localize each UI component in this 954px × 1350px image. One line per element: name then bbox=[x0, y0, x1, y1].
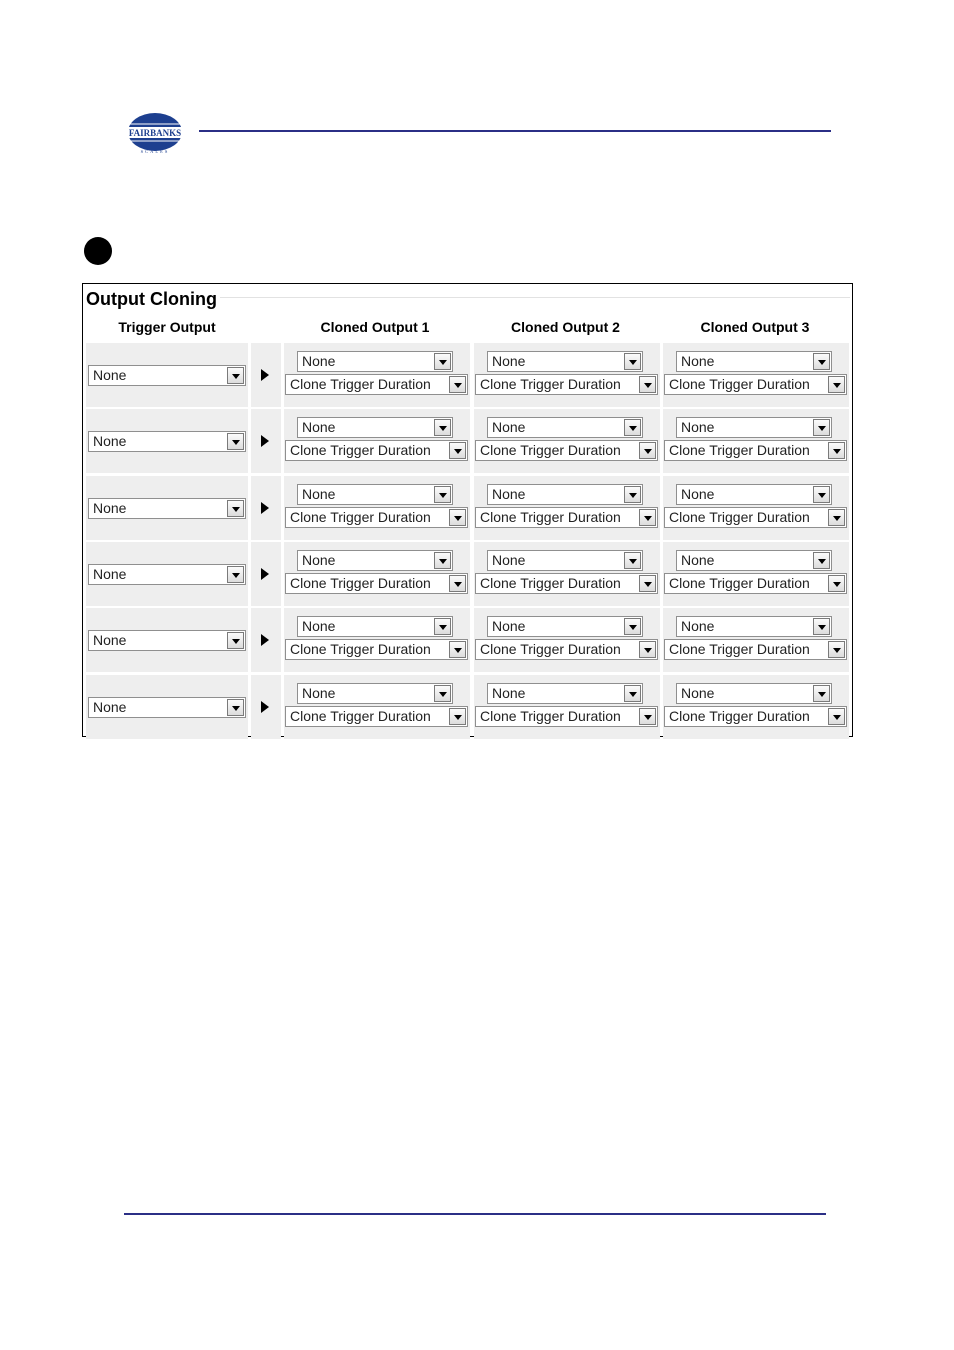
cloned-output-select-value: None bbox=[681, 486, 715, 502]
cloned-output-select-value: None bbox=[492, 618, 526, 634]
chevron-down-icon[interactable] bbox=[639, 509, 656, 526]
chevron-down-icon[interactable] bbox=[624, 419, 641, 436]
clone-duration-select-value: Clone Trigger Duration bbox=[480, 641, 621, 657]
cloned-output-select[interactable] bbox=[487, 351, 643, 372]
cloned-output-cell-2 bbox=[474, 608, 660, 672]
arrow-cell bbox=[251, 476, 281, 540]
cloned-output-cell-1 bbox=[284, 409, 470, 473]
cloned-output-select-value: None bbox=[681, 618, 715, 634]
clone-duration-select[interactable] bbox=[475, 639, 658, 660]
clone-duration-select-value: Clone Trigger Duration bbox=[480, 442, 621, 458]
cloned-output-cell-2 bbox=[474, 343, 660, 407]
cloned-output-select[interactable] bbox=[297, 683, 453, 704]
cloned-output-cell-1 bbox=[284, 476, 470, 540]
clone-duration-select[interactable] bbox=[664, 706, 847, 727]
chevron-down-icon[interactable] bbox=[828, 575, 845, 592]
chevron-down-icon[interactable] bbox=[449, 442, 466, 459]
chevron-down-icon[interactable] bbox=[813, 419, 830, 436]
clone-row bbox=[86, 476, 851, 540]
cloned-output-select[interactable] bbox=[676, 550, 832, 571]
cloned-output-select-value: None bbox=[492, 552, 526, 568]
cloned-output-select[interactable] bbox=[676, 616, 832, 637]
arrow-right-icon bbox=[261, 502, 269, 514]
chevron-down-icon[interactable] bbox=[828, 442, 845, 459]
chevron-down-icon[interactable] bbox=[434, 353, 451, 370]
chevron-down-icon[interactable] bbox=[813, 486, 830, 503]
clone-duration-select-value: Clone Trigger Duration bbox=[669, 442, 810, 458]
arrow-right-icon bbox=[261, 634, 269, 646]
cloned-output-select[interactable] bbox=[676, 351, 832, 372]
cloned-output-cell-3 bbox=[663, 409, 849, 473]
cloned-output-select[interactable] bbox=[487, 683, 643, 704]
trigger-cell bbox=[86, 608, 248, 672]
footer-rule bbox=[124, 1213, 826, 1215]
clone-duration-select-value: Clone Trigger Duration bbox=[669, 509, 810, 525]
cloned-output-select-value: None bbox=[492, 353, 526, 369]
clone-duration-select[interactable] bbox=[285, 706, 468, 727]
trigger-output-select[interactable] bbox=[88, 697, 246, 718]
clone-duration-select[interactable] bbox=[475, 573, 658, 594]
chevron-down-icon[interactable] bbox=[624, 618, 641, 635]
clone-duration-select-value: Clone Trigger Duration bbox=[290, 641, 431, 657]
cloned-output-cell-3 bbox=[663, 343, 849, 407]
cloned-output-cell-2 bbox=[474, 409, 660, 473]
clone-duration-select[interactable] bbox=[664, 639, 847, 660]
trigger-output-select[interactable] bbox=[88, 365, 246, 386]
panel-title: Output Cloning bbox=[86, 289, 217, 309]
clone-duration-select-value: Clone Trigger Duration bbox=[290, 509, 431, 525]
chevron-down-icon[interactable] bbox=[449, 708, 466, 725]
cloned-output-select-value: None bbox=[492, 419, 526, 435]
cloned-output-select-value: None bbox=[302, 685, 336, 701]
cloned-output-cell-3 bbox=[663, 476, 849, 540]
callout-bullet bbox=[84, 237, 112, 265]
chevron-down-icon[interactable] bbox=[639, 442, 656, 459]
arrow-right-icon bbox=[261, 369, 269, 381]
trigger-output-select[interactable] bbox=[88, 498, 246, 519]
cloned-output-select[interactable] bbox=[297, 351, 453, 372]
cloned-output-select[interactable] bbox=[297, 417, 453, 438]
logo-text: FAIRBANKS bbox=[128, 128, 182, 138]
cloned-output-select-value: None bbox=[302, 419, 336, 435]
header-rule bbox=[199, 130, 831, 132]
chevron-down-icon[interactable] bbox=[624, 552, 641, 569]
chevron-down-icon[interactable] bbox=[639, 641, 656, 658]
clone-duration-select[interactable] bbox=[475, 374, 658, 395]
cloned-output-cell-1 bbox=[284, 675, 470, 739]
chevron-down-icon[interactable] bbox=[828, 708, 845, 725]
chevron-down-icon[interactable] bbox=[434, 618, 451, 635]
header-trigger-output: Trigger Output bbox=[118, 319, 216, 335]
trigger-cell bbox=[86, 675, 248, 739]
cloned-output-select-value: None bbox=[302, 552, 336, 568]
cloned-output-select-value: None bbox=[302, 486, 336, 502]
cloned-output-select[interactable] bbox=[297, 616, 453, 637]
cloned-output-select[interactable] bbox=[676, 484, 832, 505]
fairbanks-logo bbox=[124, 112, 186, 154]
chevron-down-icon[interactable] bbox=[624, 353, 641, 370]
clone-duration-select-value: Clone Trigger Duration bbox=[290, 376, 431, 392]
clone-duration-select[interactable] bbox=[285, 440, 468, 461]
cloned-output-cell-3 bbox=[663, 675, 849, 739]
clone-duration-select[interactable] bbox=[285, 374, 468, 395]
cloned-output-select[interactable] bbox=[676, 683, 832, 704]
chevron-down-icon[interactable] bbox=[624, 685, 641, 702]
trigger-cell bbox=[86, 409, 248, 473]
cloned-output-select[interactable] bbox=[487, 484, 643, 505]
chevron-down-icon[interactable] bbox=[227, 367, 244, 384]
header-cloned-output-3: Cloned Output 3 bbox=[700, 319, 810, 335]
cloned-output-select[interactable] bbox=[487, 417, 643, 438]
chevron-down-icon[interactable] bbox=[227, 632, 244, 649]
cloned-output-cell-3 bbox=[663, 542, 849, 606]
clone-duration-select[interactable] bbox=[475, 507, 658, 528]
clone-duration-select-value: Clone Trigger Duration bbox=[669, 708, 810, 724]
chevron-down-icon[interactable] bbox=[624, 486, 641, 503]
trigger-output-select-value: None bbox=[93, 433, 127, 449]
clone-duration-select[interactable] bbox=[285, 639, 468, 660]
trigger-cell bbox=[86, 343, 248, 407]
cloned-output-cell-2 bbox=[474, 675, 660, 739]
cloned-output-select-value: None bbox=[302, 353, 336, 369]
clone-duration-select-value: Clone Trigger Duration bbox=[290, 442, 431, 458]
chevron-down-icon[interactable] bbox=[434, 486, 451, 503]
arrow-cell bbox=[251, 608, 281, 672]
cloned-output-select-value: None bbox=[681, 552, 715, 568]
arrow-right-icon bbox=[261, 701, 269, 713]
clone-row bbox=[86, 675, 851, 739]
cloned-output-cell-2 bbox=[474, 542, 660, 606]
clone-duration-select[interactable] bbox=[664, 507, 847, 528]
header-cloned-output-1: Cloned Output 1 bbox=[320, 319, 430, 335]
clone-row bbox=[86, 608, 851, 672]
arrow-cell bbox=[251, 542, 281, 606]
cloned-output-select[interactable] bbox=[487, 550, 643, 571]
chevron-down-icon[interactable] bbox=[449, 575, 466, 592]
trigger-output-select-value: None bbox=[93, 367, 127, 383]
cloned-output-cell-1 bbox=[284, 542, 470, 606]
trigger-output-select[interactable] bbox=[88, 630, 246, 651]
clone-duration-select-value: Clone Trigger Duration bbox=[480, 509, 621, 525]
cloned-output-select[interactable] bbox=[487, 616, 643, 637]
clone-duration-select[interactable] bbox=[664, 573, 847, 594]
clone-duration-select[interactable] bbox=[285, 507, 468, 528]
trigger-output-select-value: None bbox=[93, 632, 127, 648]
chevron-down-icon[interactable] bbox=[813, 353, 830, 370]
cloned-output-cell-1 bbox=[284, 608, 470, 672]
clone-duration-select-value: Clone Trigger Duration bbox=[290, 708, 431, 724]
chevron-down-icon[interactable] bbox=[828, 376, 845, 393]
chevron-down-icon[interactable] bbox=[434, 685, 451, 702]
chevron-down-icon[interactable] bbox=[434, 552, 451, 569]
cloned-output-select[interactable] bbox=[676, 417, 832, 438]
clone-duration-select-value: Clone Trigger Duration bbox=[480, 376, 621, 392]
chevron-down-icon[interactable] bbox=[813, 552, 830, 569]
arrow-cell bbox=[251, 675, 281, 739]
logo-subtext: SCALES bbox=[140, 149, 170, 154]
trigger-output-select[interactable] bbox=[88, 431, 246, 452]
chevron-down-icon[interactable] bbox=[828, 509, 845, 526]
chevron-down-icon[interactable] bbox=[227, 500, 244, 517]
clone-duration-select-value: Clone Trigger Duration bbox=[669, 575, 810, 591]
cloned-output-select-value: None bbox=[681, 685, 715, 701]
trigger-output-select[interactable] bbox=[88, 564, 246, 585]
clone-duration-select-value: Clone Trigger Duration bbox=[290, 575, 431, 591]
chevron-down-icon[interactable] bbox=[639, 575, 656, 592]
cloned-output-cell-3 bbox=[663, 608, 849, 672]
chevron-down-icon[interactable] bbox=[813, 618, 830, 635]
clone-duration-select-value: Clone Trigger Duration bbox=[480, 575, 621, 591]
trigger-output-select-value: None bbox=[93, 566, 127, 582]
chevron-down-icon[interactable] bbox=[639, 708, 656, 725]
trigger-cell bbox=[86, 476, 248, 540]
cloned-output-select[interactable] bbox=[297, 484, 453, 505]
cloned-output-select-value: None bbox=[492, 486, 526, 502]
clone-duration-select-value: Clone Trigger Duration bbox=[480, 708, 621, 724]
clone-duration-select[interactable] bbox=[285, 573, 468, 594]
trigger-output-select-value: None bbox=[93, 699, 127, 715]
cloned-output-select-value: None bbox=[302, 618, 336, 634]
trigger-output-select-value: None bbox=[93, 500, 127, 516]
arrow-cell bbox=[251, 343, 281, 407]
clone-duration-select-value: Clone Trigger Duration bbox=[669, 376, 810, 392]
chevron-down-icon[interactable] bbox=[813, 685, 830, 702]
output-cloning-panel bbox=[82, 283, 853, 737]
clone-duration-select[interactable] bbox=[664, 440, 847, 461]
cloned-output-select-value: None bbox=[681, 353, 715, 369]
clone-row bbox=[86, 542, 851, 606]
title-rule bbox=[220, 297, 850, 298]
cloned-output-cell-2 bbox=[474, 476, 660, 540]
chevron-down-icon[interactable] bbox=[449, 376, 466, 393]
arrow-right-icon bbox=[261, 568, 269, 580]
cloned-output-cell-1 bbox=[284, 343, 470, 407]
cloned-output-select[interactable] bbox=[297, 550, 453, 571]
clone-duration-select[interactable] bbox=[475, 706, 658, 727]
trigger-cell bbox=[86, 542, 248, 606]
clone-row bbox=[86, 343, 851, 407]
chevron-down-icon[interactable] bbox=[828, 641, 845, 658]
arrow-cell bbox=[251, 409, 281, 473]
chevron-down-icon[interactable] bbox=[639, 376, 656, 393]
cloned-output-select-value: None bbox=[681, 419, 715, 435]
header-cloned-output-2: Cloned Output 2 bbox=[511, 319, 620, 335]
cloned-output-select-value: None bbox=[492, 685, 526, 701]
clone-duration-select-value: Clone Trigger Duration bbox=[669, 641, 810, 657]
chevron-down-icon[interactable] bbox=[227, 566, 244, 583]
clone-row bbox=[86, 409, 851, 473]
chevron-down-icon[interactable] bbox=[227, 433, 244, 450]
chevron-down-icon[interactable] bbox=[434, 419, 451, 436]
chevron-down-icon[interactable] bbox=[449, 641, 466, 658]
clone-duration-select[interactable] bbox=[664, 374, 847, 395]
chevron-down-icon[interactable] bbox=[227, 699, 244, 716]
arrow-right-icon bbox=[261, 435, 269, 447]
chevron-down-icon[interactable] bbox=[449, 509, 466, 526]
clone-duration-select[interactable] bbox=[475, 440, 658, 461]
